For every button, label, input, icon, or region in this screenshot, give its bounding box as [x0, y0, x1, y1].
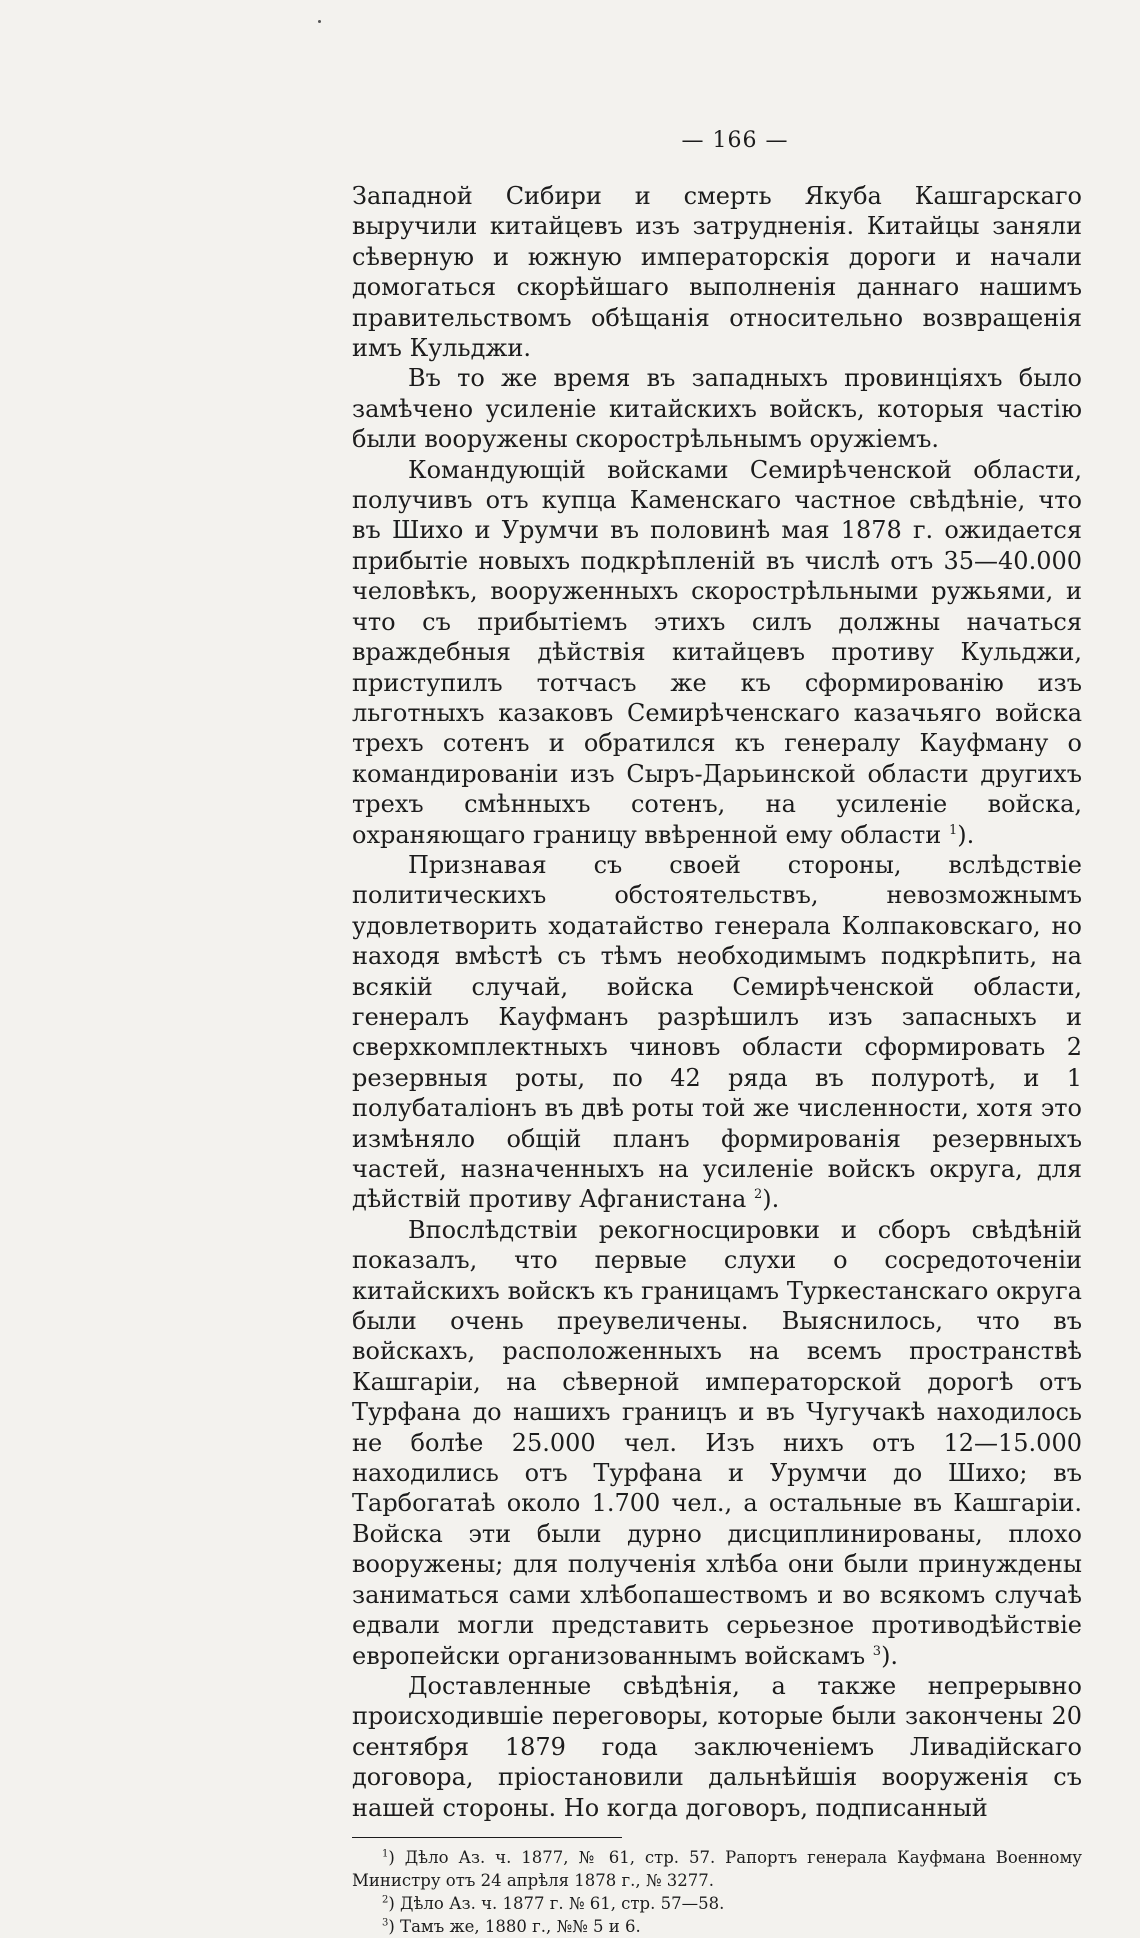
footnote-3-text: ) Тамъ же, 1880 г., №№ 5 и 6. [388, 1916, 641, 1936]
paragraph-5-text: Впослѣдствіи рекогносцировки и сборъ свѣдѣній показалъ, что первые слухи о сосредоточеніи китайскихъ войскъ къ границамъ Туркестанскаго округа были очень преувеличены. Выяснилось, что въ войскахъ, расположенныхъ на всемъ пространствѣ Кашгаріи, на сѣверной императорской дорогѣ отъ Турфана до нашихъ границъ и въ Чугучакѣ находилось не болѣе 25.000 чел. Изъ нихъ отъ 12—15.000 находились отъ Турфана и Урумчи до Шихо; въ Тарбогатаѣ около 1.700 чел., а остальные въ Кашгаріи. Войска эти были дурно дисциплинированы, плохо вооружены; для полученія хлѣба они были принуждены заниматься сами хлѣбопашествомъ и во всякомъ случаѣ едвали могли представить серьезное противодѣйствіе европейски организованнымъ войскамъ [352, 1215, 1082, 1670]
footnotes [352, 1846, 1082, 1938]
footnote-3-mark: 3 [382, 1917, 389, 1929]
paragraph-4-text: Признавая съ своей стороны, вслѣдствіе политическихъ обстоятельствъ, невозможнымъ удовлетворить ходатайство генерала Колпаковскаго, но находя вмѣстѣ съ тѣмъ необходимымъ подкрѣпить, на всякій случай, войска Семирѣченской области, генералъ Кауфманъ разрѣшилъ изъ запасныхъ и сверхкомплектныхъ чиновъ области сформировать 2 резервныя роты, по 42 ряда въ полуротѣ, и 1 полубаталіонъ въ двѣ роты той же численности, хотя это измѣняло общій планъ формированія резервныхъ частей, назначенныхъ на усиленіе войскъ округа, для дѣйствій противу Афганистана [352, 850, 1082, 1214]
footnote-2-text: ) Дѣло Аз. ч. 1877 г. № 61, стр. 57—58. [388, 1893, 725, 1913]
footnote-divider [352, 1837, 622, 1838]
body-text [352, 181, 1082, 1823]
page-number: — 166 — [681, 128, 789, 153]
paragraph-3 [352, 455, 1082, 850]
paragraph-5 [352, 1215, 1082, 1671]
paragraph-6: Доставленные свѣдѣнія, а также непрерывно происходившіе переговоры, которые были закончены 20 сентября 1879 года заключеніемъ Ливадійскаго договора, пріостановили дальнѣйшія вооруженія съ нашей стороны. Но когда договоръ, подписанный [352, 1671, 1082, 1822]
footnote-2-mark: 2 [382, 1894, 389, 1906]
footnote-1-mark: 1 [382, 1848, 389, 1860]
scan-speck [318, 20, 321, 23]
footnote-1 [352, 1846, 1082, 1892]
paragraph-3-text: Командующій войсками Семирѣченской области, получивъ отъ купца Каменскаго частное свѣдѣніе, что въ Шихо и Урумчи въ половинѣ мая 1878 г. ожидается прибытіе новыхъ подкрѣпленій въ числѣ отъ 35—40.000 человѣкъ, вооруженныхъ скорострѣльными ружьями, и что съ прибытіемъ этихъ силъ должны начаться враждебныя дѣйствія китайцевъ противу Кульджи, приступилъ тотчасъ же къ сформированію изъ льготныхъ казаковъ Семирѣченскаго казачьяго войска трехъ сотенъ и обратился къ генералу Кауфману о командированіи изъ Сыръ-Дарьинской области другихъ трехъ смѣнныхъ сотенъ, на усиленіе войска, охраняющаго границу ввѣренной ему области [352, 455, 1082, 849]
footnote-2 [352, 1892, 1082, 1915]
document-page [352, 128, 1082, 1938]
paragraph-2: Въ то же время въ западныхъ провинціяхъ было замѣчено усиленіе китайскихъ войскъ, которыя частію были вооружены скорострѣльнымъ оружіемъ. [352, 364, 1082, 454]
footnote-1-text: ) Дѣло Аз. ч. 1877, № 61, стр. 57. Рапортъ генерала Кауфмана Военному Министру отъ 24 апрѣля 1878 г., № 3277. [352, 1847, 1082, 1890]
footnote-3 [352, 1915, 1082, 1938]
footnote-ref-2: 2 [753, 1187, 763, 1203]
footnote-ref-3: 3 [872, 1643, 882, 1659]
footnote-ref-close-3: ). [881, 1641, 899, 1670]
footnote-ref-close-1: ). [957, 820, 975, 849]
paragraph-1: Западной Сибири и смерть Якуба Кашгарскаго выручили китайцевъ изъ затрудненія. Китайцы заняли сѣверную и южную императорскія дороги и начали домогаться скорѣйшаго выполненія даннаго нашимъ правительствомъ обѣщанія относительно возвращенія имъ Кульджи. [352, 182, 1082, 363]
footnote-ref-close-2: ). [762, 1185, 780, 1214]
footnote-ref-1: 1 [948, 822, 958, 838]
paragraph-4 [352, 850, 1082, 1215]
